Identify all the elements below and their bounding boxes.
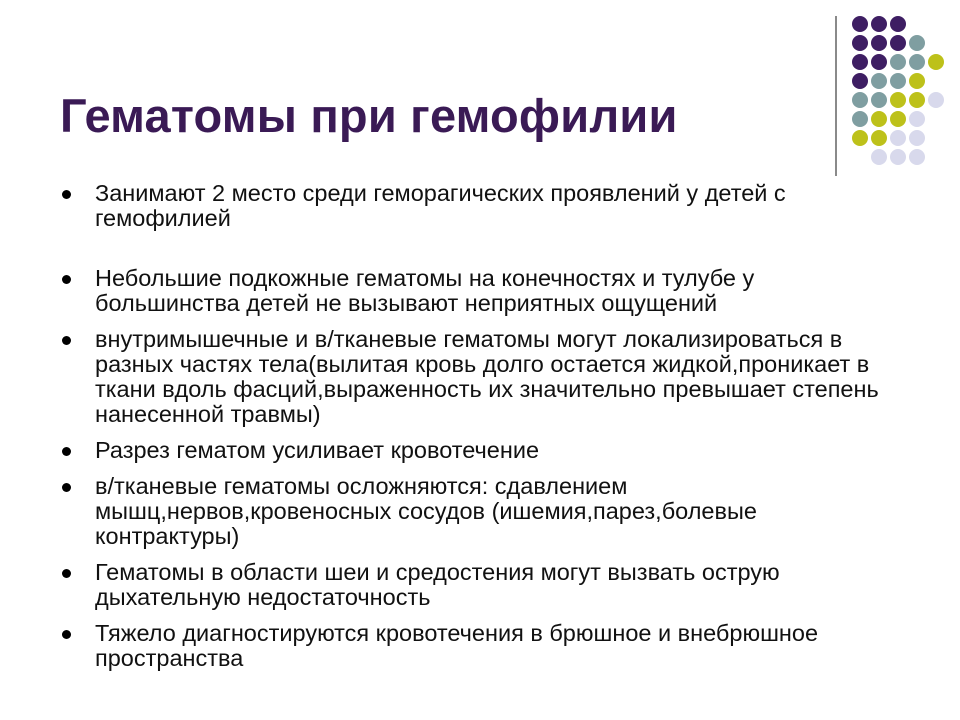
bullet-dot-icon: [62, 447, 71, 456]
decor-dot: [871, 73, 887, 89]
bullet-dot-icon: [62, 630, 71, 639]
bullet-item: [62, 327, 902, 427]
bullet-item: [62, 438, 902, 463]
decor-dot: [909, 54, 925, 70]
slide-title: Гематомы при гемофилии: [60, 89, 678, 142]
bullet-dot-icon: [62, 275, 71, 284]
decor-dot: [852, 73, 868, 89]
bullet-text: в/тканевые гематомы осложняются: сдавлением мышц,нервов,кровеносных сосудов (ишемия,парез,болевые контрактуры): [95, 473, 757, 549]
decor-dot: [852, 54, 868, 70]
decor-dot: [871, 111, 887, 127]
bullet-dot-icon: [62, 569, 71, 578]
decor-dot: [890, 73, 906, 89]
decor-dot: [852, 130, 868, 146]
decor-dot: [852, 35, 868, 51]
decor-dot: [890, 92, 906, 108]
bullet-text: Разрез гематом усиливает кровотечение: [95, 437, 540, 463]
decor-dot: [890, 111, 906, 127]
decor-dot: [871, 16, 887, 32]
bullet-item: [62, 474, 902, 549]
decor-dot: [909, 130, 925, 146]
decor-dot: [909, 73, 925, 89]
decor-dot: [928, 92, 944, 108]
decor-dot: [928, 54, 944, 70]
bullet-dot-icon: [62, 483, 71, 492]
divider-line: [835, 16, 837, 176]
dot-pattern-decoration: [840, 8, 960, 168]
bullet-dot-icon: [62, 336, 71, 345]
bullet-text: Занимают 2 место среди геморагических проявлений у детей с гемофилией: [95, 180, 786, 231]
bullet-text: Небольшие подкожные гематомы на конечностях и тулубе у большинства детей не вызывают неприятных ощущений: [95, 265, 755, 316]
decor-dot: [852, 111, 868, 127]
decor-dot: [890, 54, 906, 70]
bullet-item: [62, 181, 902, 231]
decor-dot: [890, 130, 906, 146]
decor-dot: [909, 92, 925, 108]
bullet-text: Тяжело диагностируются кровотечения в брюшное и внебрюшное пространства: [95, 620, 819, 671]
bullet-dot-icon: [62, 190, 71, 199]
decor-dot: [890, 149, 906, 165]
decor-dot: [890, 35, 906, 51]
decor-dot: [871, 35, 887, 51]
bullet-item: [62, 266, 902, 316]
bullet-text: Гематомы в области шеи и средостения могут вызвать острую дыхательную недостаточность: [95, 559, 780, 610]
bullet-item: [62, 560, 902, 610]
bullet-list: [62, 181, 902, 671]
decor-dot: [890, 16, 906, 32]
decor-dot: [852, 92, 868, 108]
bullet-item: [62, 621, 902, 671]
decor-dot: [909, 111, 925, 127]
decor-dot: [871, 130, 887, 146]
decor-dot: [909, 149, 925, 165]
decor-dot: [909, 35, 925, 51]
decor-dot: [871, 54, 887, 70]
decor-dot: [871, 149, 887, 165]
bullet-text: внутримышечные и в/тканевые гематомы могут локализироваться в разных частях тела(вылитая кровь долго остается жидкой,проникает в ткани вдоль фасций,выраженность их значительно превышает степень нанесенной травмы): [95, 326, 879, 427]
decor-dot: [852, 16, 868, 32]
decor-dot: [871, 92, 887, 108]
